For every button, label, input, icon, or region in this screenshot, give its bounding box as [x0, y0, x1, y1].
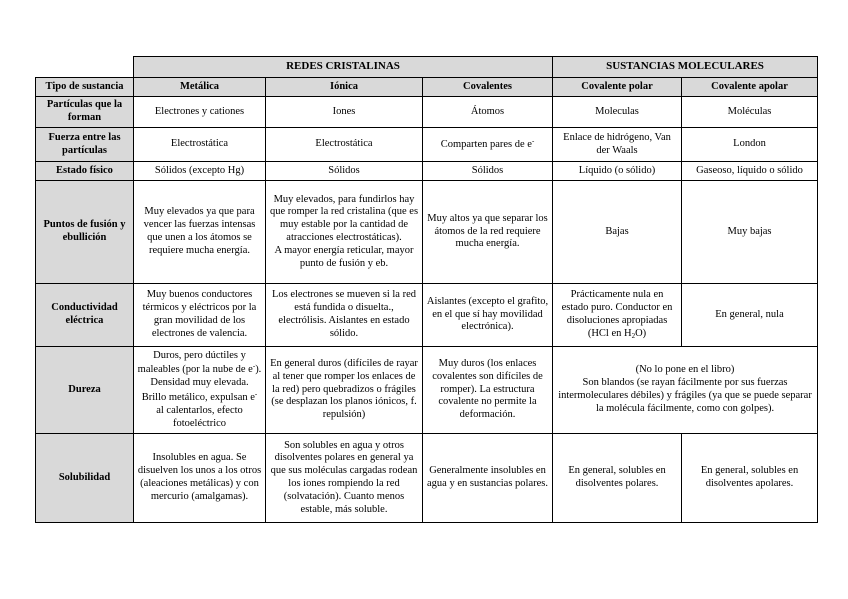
cell-puntos-ionica: [266, 181, 423, 284]
row-label-fuerza: Fuerza entre las partículas: [36, 128, 134, 162]
row-label-particulas: Partículas que la forman: [36, 97, 134, 128]
electron-superscript: -: [531, 137, 535, 146]
header-metalica: Metálica: [134, 78, 266, 97]
cell-particulas-ionica: Iones: [266, 97, 423, 128]
puntos-ionica-text-2: A mayor energía reticular, mayor punto de fusión y eb.: [274, 244, 414, 269]
cell-estado-apolar: Gaseoso, líquido o sólido: [682, 162, 818, 181]
cell-puntos-polar: Bajas: [553, 181, 682, 284]
row-label-dureza: Dureza: [36, 347, 134, 434]
cell-solubilidad-covalentes: Generalmente insolubles en agua y en sustancias polares.: [423, 434, 553, 523]
group-redes-cristalinas: REDES CRISTALINAS: [134, 57, 553, 78]
cell-solubilidad-apolar: En general, solubles en disolventes apolares.: [682, 434, 818, 523]
row-particulas: [36, 97, 818, 128]
cell-conductividad-polar: [553, 284, 682, 347]
group-sustancias-moleculares: SUSTANCIAS MOLECULARES: [553, 57, 818, 78]
cell-solubilidad-ionica: Son solubles en agua y otros disolventes polares en general ya que sus moléculas cargadas rodean los iones rompiendo la red (solvatación). Cuanto menos estable, más soluble.: [266, 434, 423, 523]
cell-particulas-covalentes: Átomos: [423, 97, 553, 128]
cell-dureza-covalentes: Muy duros (los enlaces covalentes son difíciles de romper). La estructura covalente no permite la deformación.: [423, 347, 553, 434]
cell-particulas-apolar: Moléculas: [682, 97, 818, 128]
header-covalente-polar: Covalente polar: [553, 78, 682, 97]
cell-particulas-polar: Moleculas: [553, 97, 682, 128]
row-estado: [36, 162, 818, 181]
cell-particulas-metalica: Electrones y cationes: [134, 97, 266, 128]
dureza-metalica-text-1: Duros, pero dúctiles y maleables (por la nube de e: [137, 349, 253, 376]
blank-corner: [36, 57, 134, 78]
dureza-moleculares-text: Son blandos (se rayan fácilmente por sus fuerzas intermoleculares débiles) y frágiles (ya que se puede separar la molécula fácilmente, como con golpes).: [558, 377, 812, 414]
row-puntos: [36, 181, 818, 284]
cell-puntos-metalica: Muy elevados ya que para vencer las fuerzas intensas que unen a los átomos se requiere mucha energía.: [134, 181, 266, 284]
cell-puntos-covalentes: Muy altos ya que separar los átomos de la red requiere mucha energía.: [423, 181, 553, 284]
cell-solubilidad-metalica: Insolubles en agua. Se disuelven los unos a los otros (aleaciones metálicas) y con mercurio (amalgamas).: [134, 434, 266, 523]
electron-superscript: -: [252, 362, 256, 371]
cell-conductividad-metalica: Muy buenos conductores térmicos y eléctricos por la gran movilidad de los electrones de valencia.: [134, 284, 266, 347]
puntos-ionica-text-1: Muy elevados, para fundirlos hay que romper la red cristalina (que es muy estable por la cantidad de atracciones electrostáticas).: [269, 193, 419, 243]
row-label-estado: Estado físico: [36, 162, 134, 181]
water-subscript: 2: [631, 331, 636, 340]
conductividad-polar-text: Prácticamente nula en estado puro. Conductor en disoluciones apropiadas (HCl en H: [561, 289, 673, 339]
header-covalente-apolar: Covalente apolar: [682, 78, 818, 97]
cell-fuerza-ionica: Electrostática: [266, 128, 423, 162]
cell-conductividad-apolar: En general, nula: [682, 284, 818, 347]
row-solubilidad: [36, 434, 818, 523]
row-fuerza: [36, 128, 818, 162]
dureza-metalica-text-2: ). Densidad muy elevada. Brillo metálico, expulsan e: [141, 364, 262, 403]
row-label-conductividad: Conductividad eléctrica: [36, 284, 134, 347]
dureza-metalica-text-3: al calentarlos, efecto fotoeléctrico: [156, 404, 243, 429]
cell-conductividad-ionica: Los electrones se mueven si la red está fundida o disuelta., electrólisis. Aislantes en estado sólido.: [266, 284, 423, 347]
column-header-row: [36, 78, 818, 97]
header-ionica: Iónica: [266, 78, 423, 97]
cell-dureza-moleculares: [553, 347, 818, 434]
electron-superscript: -: [254, 390, 258, 398]
cell-conductividad-covalentes: Aislantes (excepto el grafito, en el que sí hay movilidad electrónica).: [423, 284, 553, 347]
cell-fuerza-metalica: Electrostática: [134, 128, 266, 162]
cell-solubilidad-polar: En general, solubles en disolventes polares.: [553, 434, 682, 523]
conductividad-polar-tail: O): [635, 327, 647, 339]
row-dureza: [36, 347, 818, 434]
cell-puntos-apolar: Muy bajas: [682, 181, 818, 284]
header-tipo: Tipo de sustancia: [36, 78, 134, 97]
cell-fuerza-covalentes: [423, 128, 553, 162]
cell-dureza-metalica: [134, 347, 266, 434]
row-conductividad: [36, 284, 818, 347]
cell-estado-polar: Líquido (o sólido): [553, 162, 682, 181]
group-header-row: [36, 57, 818, 78]
properties-table: [35, 56, 818, 523]
cell-fuerza-polar: Enlace de hidrógeno, Van der Waals: [553, 128, 682, 162]
dureza-moleculares-note: (No lo pone en el libro): [635, 364, 735, 376]
row-label-puntos: Puntos de fusión y ebullición: [36, 181, 134, 284]
cell-dureza-ionica: En general duros (difíciles de rayar al tener que romper los enlaces de la red) pero quebradizos o frágiles (se desplazan los planos iónicos, f. repulsión): [266, 347, 423, 434]
header-covalentes: Covalentes: [423, 78, 553, 97]
row-label-solubilidad: Solubilidad: [36, 434, 134, 523]
cell-estado-ionica: Sólidos: [266, 162, 423, 181]
cell-estado-covalentes: Sólidos: [423, 162, 553, 181]
fuerza-covalentes-text: Comparten pares de e: [440, 139, 532, 151]
cell-fuerza-apolar: London: [682, 128, 818, 162]
cell-estado-metalica: Sólidos (excepto Hg): [134, 162, 266, 181]
